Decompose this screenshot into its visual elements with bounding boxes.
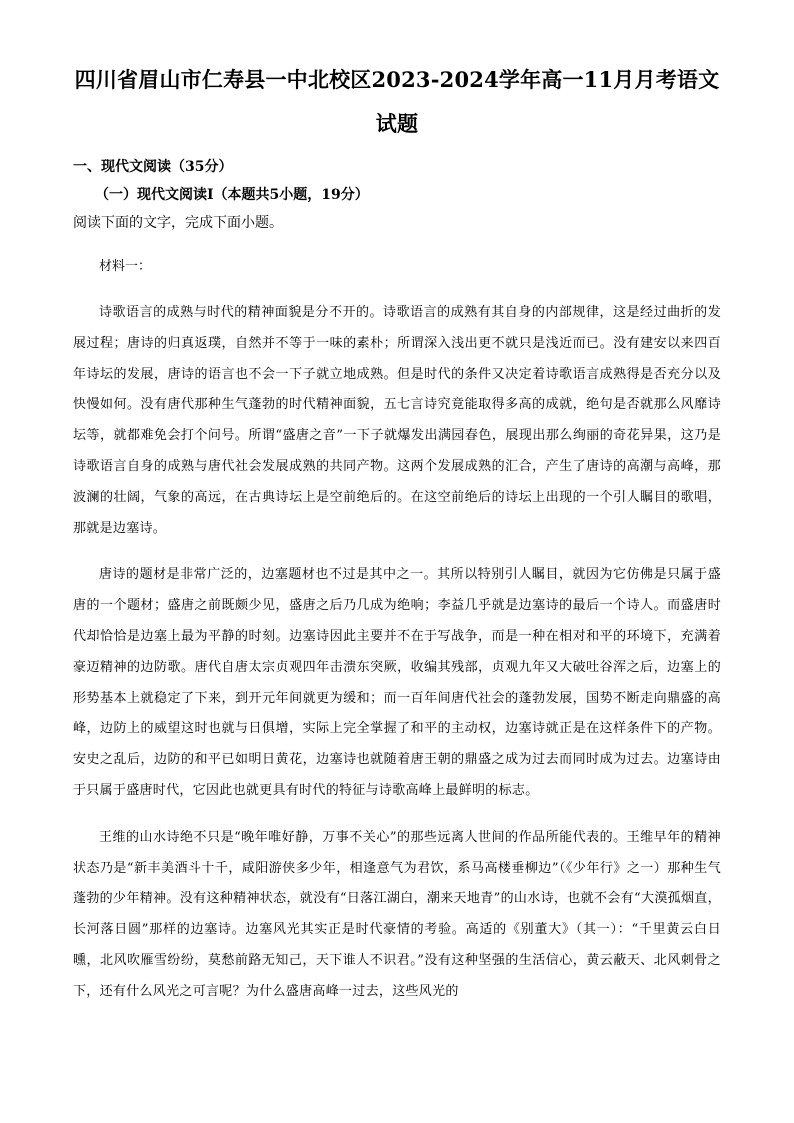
sub-heading: （一）现代文阅读Ⅰ（本题共5小题，19分） xyxy=(95,187,369,203)
instruction-text: 阅读下面的文字，完成下面小题。 xyxy=(73,215,283,231)
section-heading: 一、现代文阅读（35分） xyxy=(73,159,233,175)
body-paragraph: 诗歌语言的成熟与时代的精神面貌是分不开的。诗歌语言的成熟有其自身的内部规律，这是经过曲折的发展过程；唐诗的归真返璞，自然并不等于一味的素朴；所谓深入浅出更不就只是浅近而已。没有建安以来四百年诗坛的发展，唐诗的语言也不会一下子就立地成熟。但是时代的条件又决定着诗歌语言成熟得是否充分以及快慢如何。没有唐代那种生气蓬勃的时代精神面貌，五七言诗究竟能取得多高的成就，绝句是否就那么风靡诗坛等，就都难免会打个问号。所谓“盛唐之音”一下子就爆发出满园春色，展现出那么绚丽的奇花异果，这乃是诗歌语言自身的成熟与唐代社会发展成熟的共同产物。这两个发展成熟的汇合，产生了唐诗的高潮与高峰，那波澜的壮阔，气象的高远，在古典诗坛上是空前绝后的。在这空前绝后的诗坛上出现的一个引人瞩目的歌唱，那就是边塞诗。 xyxy=(73,305,721,536)
document-page xyxy=(73,58,721,1008)
material-label: 材料一： xyxy=(99,259,152,274)
document-title: 四川省眉山市仁寿县一中北校区2023-2024学年高一11月月考语文试题 xyxy=(74,67,720,136)
body-paragraph: 王维的山水诗绝不只是“晚年唯好静，万事不关心”的那些远离人世间的作品所能代表的。王维早年的精神状态乃是“新丰美酒斗十千，咸阳游侠多少年，相逢意气为君饮，系马高楼垂柳边”（《少年行》之一）那种生气蓬勃的少年精神。没有这种精神状态，就没有“日落江湖白，潮来天地青”的山水诗，也就不会有“大漠孤烟直，长河落日圆”那样的边塞诗。边塞风光其实正是时代豪情的考验。高适的《别董大》（其一）：“千里黄云白日曛，北风吹雁雪纷纷，莫愁前路无知己，天下谁人不识君。”没有这种坚强的生活信心，黄云蔽天、北风刺骨之下，还有什么风光之可言呢？为什么盛唐高峰一过去，这些风光的 xyxy=(73,829,721,999)
body-paragraph: 唐诗的题材是非常广泛的，边塞题材也不过是其中之一。其所以特别引人瞩目，就因为它仿佛是只属于盛唐的一个题材；盛唐之前既颇少见，盛唐之后乃几成为绝响；李益几乎就是边塞诗的最后一个诗人。而盛唐时代却恰恰是边塞上最为平静的时刻。边塞诗因此主要并不在于写战争，而是一种在相对和平的环境下，充满着豪迈精神的边防歌。唐代自唐太宗贞观四年击溃东突厥，收编其残部，贞观九年又大破吐谷浑之后，边塞上的形势基本上就稳定了下来，到开元年间就更为缓和；而一百年间唐代社会的蓬勃发展，国势不断走向鼎盛的高峰，边防上的威望这时也就与日俱增，实际上完全掌握了和平的主动权，边塞诗就正是在这样条件下的产物。安史之乱后，边防的和平已如明日黄花，边塞诗也就随着唐王朝的鼎盛之成为过去而同时成为过去。边塞诗由于只属于盛唐时代，它因此也就更具有时代的特征与诗歌高峰上最鲜明的标志。 xyxy=(73,567,721,798)
